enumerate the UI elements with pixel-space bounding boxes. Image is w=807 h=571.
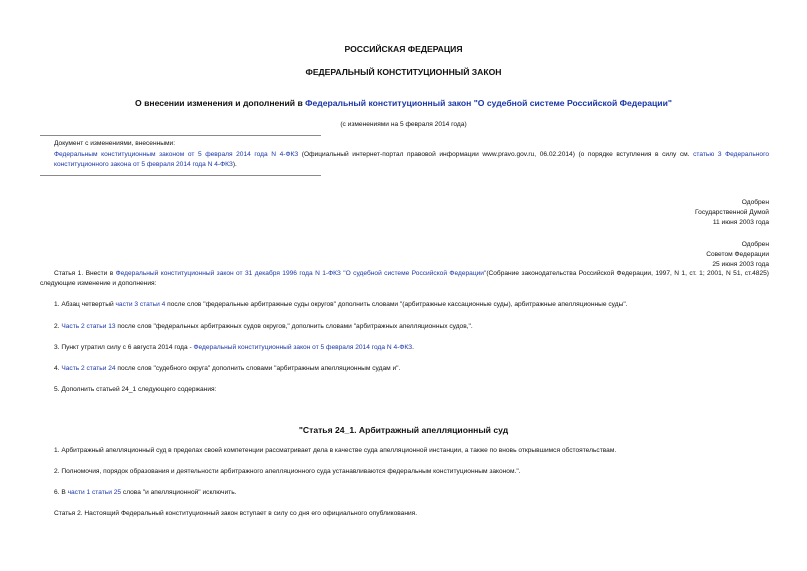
article24-1-p2: 2. Полномочия, порядок образования и деятельности арбитражного апелляционного суда устанавливаются федеральным конституционным законом.". (54, 468, 521, 475)
article1-prefix: Статья 1. Внести в (54, 270, 116, 277)
council-name: Советом Федерации (706, 250, 769, 258)
item-2-text: после слов "федеральных арбитражных судов округов," дополнить словами "арбитражных апелляционных судов,". (115, 323, 473, 330)
changes-law-link[interactable]: Федеральным конституционным законом от 5 февраля 2014 года N 4-ФКЗ (54, 151, 299, 158)
item-3 (54, 343, 769, 353)
changes-heading: Документ с изменениями, внесенными: (54, 140, 176, 147)
changes-top-divider (40, 135, 321, 136)
item-4-link[interactable]: Часть 2 статьи 24 (61, 365, 116, 372)
item-2-link[interactable]: Часть 2 статьи 13 (61, 323, 116, 330)
duma-date: 11 июня 2003 года (712, 218, 769, 226)
council-approved-label: Одобрен (741, 241, 769, 248)
item-2 (54, 322, 769, 332)
item-1-prefix: 1. Абзац четвертый (54, 301, 116, 308)
item-4 (54, 364, 769, 374)
amendment-note: (с изменениями на 5 февраля 2014 года) (340, 121, 467, 128)
council-date: 25 июня 2003 года (712, 260, 769, 268)
item-3-text: . (412, 344, 414, 351)
changes-text (54, 150, 769, 170)
title-law-link[interactable]: Федеральный конституционный закон "О судебной системе Российской Федерации" (305, 98, 672, 108)
item-6 (54, 488, 769, 498)
article1-law-link[interactable]: Федеральный конституционный закон от 31 декабря 1996 года N 1-ФКЗ "О судебной системе Российской Федерации" (115, 270, 487, 277)
article24-1-title: "Статья 24_1. Арбитражный апелляционный суд (298, 425, 509, 435)
article1-text (40, 269, 769, 289)
changes-close-text: ). (232, 160, 237, 168)
law-type-heading: ФЕДЕРАЛЬНЫЙ КОНСТИТУЦИОННЫЙ ЗАКОН (305, 67, 502, 77)
title-prefix: О внесении изменения и дополнений в (135, 98, 306, 108)
council-approval (560, 240, 769, 269)
item-1-text: после слов "федеральные арбитражные суды округов" дополнить словами "(арбитражные кассационные суды), арбитражные апелляционные суды". (165, 301, 628, 308)
item-3-link[interactable]: Федеральный конституционный закон от 5 февраля 2014 года N 4-ФКЗ (193, 344, 413, 351)
item-3-prefix: 3. Пункт утратил силу с 6 августа 2014 года - (54, 344, 194, 351)
country-heading: РОССИЙСКАЯ ФЕДЕРАЦИЯ (344, 44, 463, 54)
page-title (0, 98, 807, 108)
item-6-text: слова "и апелляционной" исключить. (121, 489, 237, 496)
item-6-prefix: 6. В (54, 489, 68, 496)
changes-bottom-divider (40, 175, 321, 176)
duma-name: Государственной Думой (695, 208, 769, 216)
item-2-prefix: 2. (54, 323, 62, 330)
item-5: 5. Дополнить статьей 24_1 следующего содержания: (54, 386, 217, 393)
item-4-text: после слов "судебного округа" дополнить словами "арбитражным апелляционным судам и". (115, 365, 401, 372)
item-6-link[interactable]: части 1 статьи 25 (67, 489, 122, 496)
duma-approved-label: Одобрен (741, 199, 769, 206)
item-1-link[interactable]: части 3 статьи 4 (115, 301, 166, 308)
changes-article3-link[interactable]: статью 3 Федерального конституционного закона от 5 февраля 2014 года N 4-ФКЗ (54, 151, 769, 168)
item-1 (54, 300, 769, 310)
article24-1-p1: 1. Арбитражный апелляционный суд в пределах своей компетенции рассматривает дела в качестве суда апелляционной инстанции, а также по вновь открывшимся обстоятельствам. (54, 447, 617, 454)
changes-source-text: (Официальный интернет-портал правовой информации www.pravo.gov.ru, 06.02.2014) (о порядке вступления в силу см. (298, 151, 694, 158)
item-4-prefix: 4. (54, 365, 62, 372)
duma-approval (560, 198, 769, 227)
article1-rest: (Собрание законодательства Российской Федерации, 1997, N 1, ст. 1; 2001, N 51, ст.4825) следующие изменение и дополнения: (40, 270, 770, 287)
article2-text: Статья 2. Настоящий Федеральный конституционный закон вступает в силу со дня его официального опубликования. (54, 510, 418, 517)
